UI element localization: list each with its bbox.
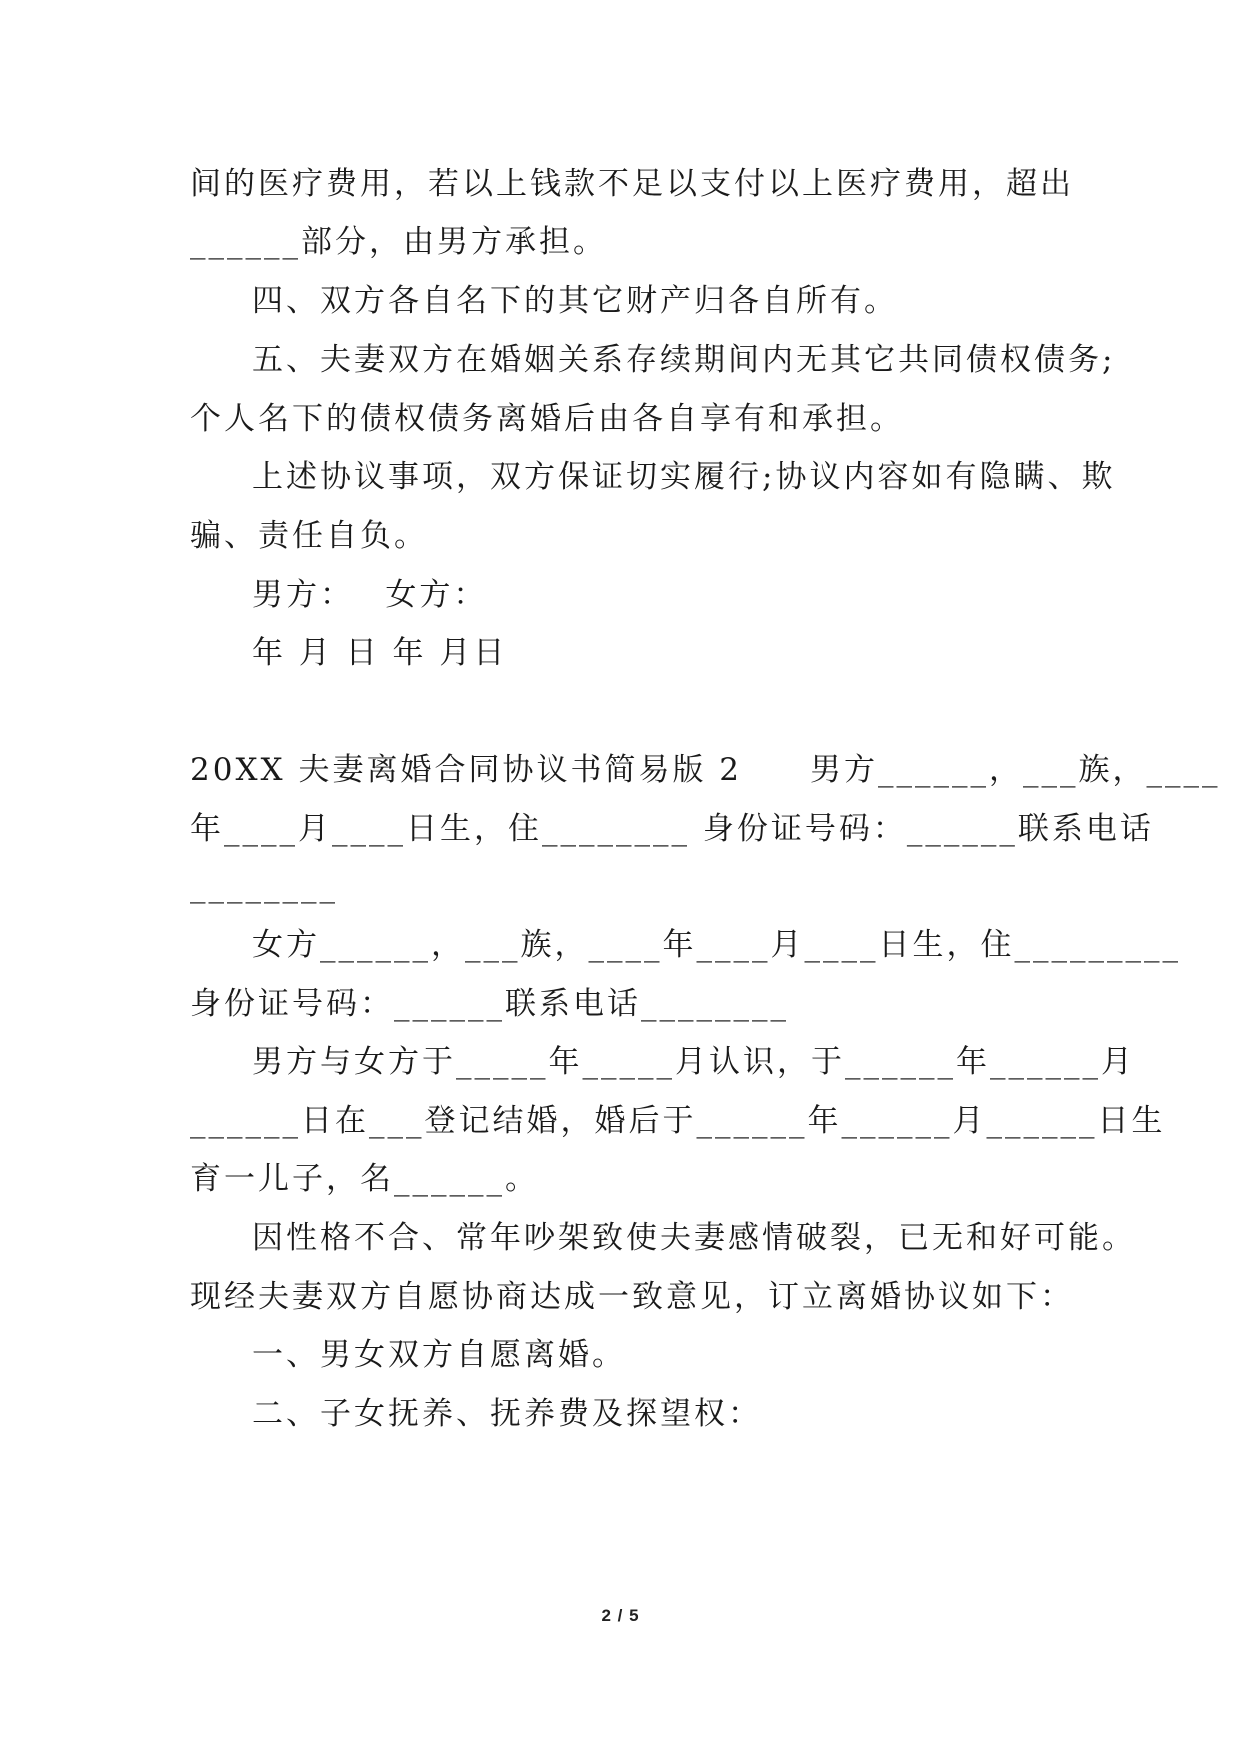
paragraph-line: 年____月____日生，住________ 身份证号码：______联系电话 (190, 811, 1154, 847)
paragraph-line: 上述协议事项，双方保证切实履行;协议内容如有隐瞒、欺 (252, 459, 1116, 495)
paragraph-line: 男方与女方于_____年_____月认识，于______年______月 (252, 1044, 1135, 1080)
section-title-line: 20XX 夫妻离婚合同协议书简易版 2 男方______，___族，____ (190, 752, 1221, 788)
paragraph-line: 一、男女双方自愿离婚。 (252, 1337, 626, 1373)
paragraph-line: 女方______，___族，____年____月____日生，住_________ (252, 927, 1181, 963)
paragraph-line: ______部分，由男方承担。 (190, 224, 607, 260)
paragraph-line: ______日在___登记结婚，婚后于______年______月______日生 (190, 1103, 1166, 1139)
paragraph-line: 育一儿子，名______。 (190, 1161, 539, 1197)
date-line: 年 月 日 年 月日 (252, 635, 508, 671)
paragraph-line: 因性格不合、常年吵架致使夫妻感情破裂，已无和好可能。 (252, 1220, 1136, 1256)
paragraph-line: 四、双方各自名下的其它财产归各自所有。 (252, 283, 898, 319)
paragraph-line: ________ (190, 868, 338, 904)
page-number: 2 / 5 (601, 1606, 640, 1625)
paragraph-line: 二、子女抚养、抚养费及探望权： (252, 1396, 762, 1432)
paragraph-line: 骗、责任自负。 (190, 518, 428, 554)
paragraph-line: 间的医疗费用，若以上钱款不足以支付以上医疗费用，超出 (190, 166, 1074, 202)
paragraph-line: 现经夫妻双方自愿协商达成一致意见，订立离婚协议如下： (190, 1279, 1074, 1315)
signature-line: 男方： 女方： (252, 577, 488, 613)
paragraph-line: 五、夫妻双方在婚姻关系存续期间内无其它共同债权债务; (252, 342, 1116, 378)
paragraph-line: 个人名下的债权债务离婚后由各自享有和承担。 (190, 401, 904, 437)
paragraph-line: 身份证号码：______联系电话________ (190, 986, 789, 1022)
